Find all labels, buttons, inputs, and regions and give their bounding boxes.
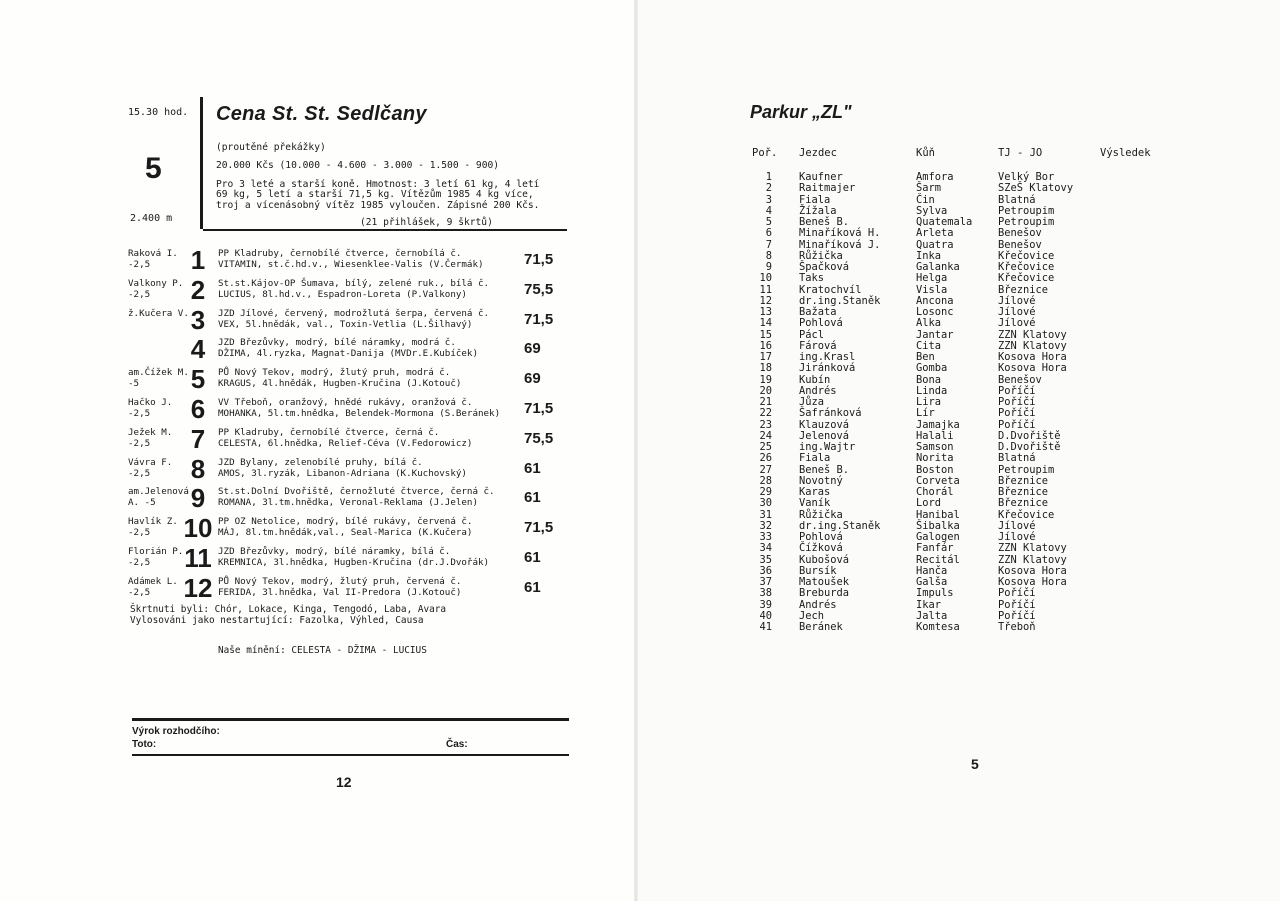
row-club: Jílové: [998, 519, 1036, 532]
col-header-horse: Kůň: [916, 147, 935, 159]
row-horse: Hanibal: [916, 508, 960, 521]
row-horse: Lira: [916, 396, 942, 408]
race-info-line: 69 kg, 5 letí a starší 71,5 kg. Vítězům 1985 4 kg více,: [216, 189, 534, 200]
row-order: 31: [759, 508, 772, 521]
row-club: ZZN Klatovy: [998, 339, 1067, 352]
row-rider: Vaník: [799, 497, 831, 510]
row-horse: Šarm: [916, 182, 942, 195]
row-order: 18: [759, 362, 772, 375]
row-order: 37: [759, 576, 772, 588]
referee-label: Výrok rozhodčího:: [132, 726, 220, 737]
left-page: [0, 0, 636, 901]
row-club: Benešov: [998, 238, 1042, 251]
row-rider: ing.Wajtr: [799, 441, 856, 453]
result-horse: ROMANA, 3l.tm.hnědka, Veronal-Reklama (J.Jelen): [218, 497, 478, 509]
row-rider: Beneš B.: [799, 216, 850, 228]
result-owner-colors: St.st.Kájov-OP Šumava, bílý, zelené ruk., bílá č.: [218, 277, 490, 289]
result-place: 2: [190, 274, 206, 305]
row-rider: Jelenová: [799, 429, 850, 442]
row-horse: Corveta: [916, 474, 960, 487]
result-jockey: Hačko J.: [128, 397, 173, 408]
row-rider: Kubín: [799, 373, 831, 386]
result-weight: 69: [524, 370, 541, 388]
row-order: 7: [765, 238, 772, 251]
row-horse: Ancona: [916, 294, 954, 307]
row-rider: Kratochvíl: [799, 283, 862, 296]
header-divider-horizontal: [203, 229, 567, 231]
result-place: 12: [183, 572, 213, 603]
row-rider: Fárová: [799, 339, 837, 352]
row-rider: Bursík: [799, 564, 837, 577]
row-order: 17: [759, 351, 772, 363]
row-order: 21: [759, 396, 772, 408]
row-club: ZZN Klatovy: [998, 328, 1067, 341]
result-place: 3: [190, 304, 206, 335]
race-info-line: troj a vícenásobný vítěz 1985 vyloučen. Zápisné 200 Kčs.: [216, 200, 540, 211]
row-rider: ing.Krasl: [799, 351, 856, 363]
row-club: Kosova Hora: [998, 362, 1067, 375]
row-rider: Breburda: [799, 587, 850, 600]
row-horse: Bona: [916, 373, 942, 386]
row-horse: Ikar: [916, 598, 942, 611]
row-rider: Čížková: [799, 542, 843, 555]
result-weight: 61: [524, 489, 541, 507]
row-rider: Beránek: [799, 621, 843, 633]
row-order: 29: [759, 486, 772, 498]
row-horse: Impuls: [916, 587, 954, 600]
row-horse: Galogen: [916, 531, 960, 543]
row-rider: Taks: [799, 272, 825, 285]
parkur-title: Parkur „ZL": [750, 102, 852, 122]
row-club: Kosova Hora: [998, 576, 1067, 588]
row-club: Křečovice: [998, 261, 1055, 273]
result-owner-colors: JZD Březůvky, modrý, bílé náramky, modrá č.: [218, 337, 456, 349]
race-time: 15.30 hod.: [128, 107, 189, 118]
row-horse: Recitál: [916, 553, 960, 566]
row-horse: Gomba: [916, 362, 948, 375]
row-order: 13: [759, 306, 772, 318]
row-horse: Čin: [916, 193, 935, 206]
row-club: Poříčí: [998, 384, 1036, 397]
row-order: 11: [759, 283, 772, 296]
race-number: 5: [145, 152, 162, 185]
row-rider: dr.ing.Staněk: [799, 519, 881, 532]
result-weight: 75,5: [524, 429, 554, 447]
result-handicap: -2,5: [128, 437, 151, 449]
result-weight: 71,5: [524, 310, 554, 328]
result-jockey: ž.Kučera V.: [128, 307, 189, 319]
row-horse: Quatemala: [916, 216, 973, 228]
row-rider: Kaufner: [799, 171, 843, 183]
row-order: 41: [759, 621, 772, 633]
row-club: Jílové: [998, 294, 1036, 307]
row-order: 14: [759, 317, 772, 330]
row-order: 35: [759, 553, 772, 566]
row-rider: Andrés: [799, 598, 837, 611]
row-horse: Inka: [916, 249, 942, 262]
row-club: Křečovice: [998, 272, 1055, 285]
col-header-order: Poř.: [752, 147, 778, 159]
result-horse: FERIDA, 3l.hnědka, Val II-Predora (J.Kotouč): [218, 586, 462, 598]
row-horse: Losonc: [916, 306, 954, 318]
row-club: Březnice: [998, 283, 1049, 296]
row-horse: Norita: [916, 452, 954, 465]
row-rider: Fiala: [799, 193, 831, 206]
row-order: 22: [759, 407, 772, 420]
row-rider: Žížala: [799, 204, 837, 217]
race-title: Cena St. St. Sedlčany: [216, 103, 427, 125]
referee-bottom-rule: [132, 754, 569, 756]
result-handicap: -2,5: [128, 408, 151, 419]
result-horse: DŽIMA, 4l.ryzka, Magnat-Danija (MVDr.E.Kubíček): [218, 348, 478, 360]
time-label: Čas:: [446, 739, 468, 750]
row-rider: dr.ing.Staněk: [799, 294, 881, 307]
result-owner-colors: JZD Březůvky, modrý, bílé náramky, bílá č.: [218, 546, 451, 557]
row-order: 15: [759, 328, 772, 341]
result-horse: VITAMIN, st.č.hd.v., Wiesenklee-Valis (V.Čermák): [218, 259, 484, 270]
row-rider: Špačková: [799, 261, 850, 273]
row-club: Březnice: [998, 474, 1049, 487]
result-place: 11: [184, 543, 212, 573]
row-order: 24: [759, 429, 772, 442]
row-order: 3: [765, 193, 772, 206]
result-weight: 71,5: [524, 251, 554, 268]
result-owner-colors: PP Kladruby, černobílé čtverce, černobílá č.: [218, 248, 462, 259]
row-horse: Jantar: [916, 328, 954, 341]
row-horse: Visla: [916, 283, 948, 296]
row-horse: Quatra: [916, 238, 954, 251]
row-order: 2: [765, 182, 772, 195]
row-club: Poříčí: [998, 598, 1036, 611]
row-rider: Novotný: [799, 474, 843, 487]
row-rider: Šafránková: [799, 407, 862, 420]
row-horse: Jalta: [916, 609, 948, 622]
row-club: Petroupim: [998, 463, 1055, 476]
result-place: 4: [190, 334, 206, 365]
result-owner-colors: PP OZ Netolice, modrý, bílé rukávy, červená č.: [218, 516, 473, 528]
row-club: Blatná: [998, 452, 1036, 465]
row-horse: Cita: [916, 339, 942, 352]
row-rider: Fiala: [799, 452, 831, 465]
result-place: 5: [190, 364, 206, 395]
row-horse: Sylva: [916, 204, 948, 217]
page-fold: [634, 0, 638, 901]
row-order: 8: [765, 249, 772, 262]
result-place: 1: [190, 245, 206, 275]
row-order: 20: [759, 384, 772, 397]
row-order: 40: [759, 609, 772, 622]
race-info-line: Pro 3 leté a starší koně. Hmotnost: 3 letí 61 kg, 4 letí: [216, 179, 540, 190]
row-club: Jílové: [998, 317, 1036, 330]
toto-label: Toto:: [132, 739, 157, 750]
row-order: 39: [759, 598, 772, 611]
result-horse: VEX, 5l.hnědák, val., Toxin-Vetlia (L.Šilhavý): [218, 318, 473, 330]
row-rider: Minaříková J.: [799, 238, 881, 251]
row-horse: Alka: [916, 317, 942, 330]
result-jockey: Valkony P.: [128, 277, 184, 289]
result-handicap: -2,5: [128, 557, 151, 568]
row-horse: Chorál: [916, 486, 954, 498]
row-order: 12: [759, 294, 772, 307]
result-owner-colors: JZD Bylany, zelenobílé pruhy, bílá č.: [218, 456, 423, 468]
result-jockey: Vávra F.: [128, 456, 173, 468]
result-horse: MOHANKA, 5l.tm.hnědka, Belendek-Mormona (S.Beránek): [218, 408, 501, 419]
row-order: 9: [765, 261, 772, 273]
result-place: 6: [190, 394, 206, 424]
result-handicap: -2,5: [128, 467, 151, 479]
row-horse: Boston: [916, 463, 954, 476]
row-horse: Lír: [916, 407, 935, 420]
row-order: 19: [759, 373, 772, 386]
row-club: Jílové: [998, 531, 1036, 543]
row-order: 10: [759, 272, 772, 285]
row-rider: Bažata: [799, 306, 837, 318]
result-handicap: -2,5: [128, 527, 151, 539]
result-horse: KREMNICA, 3l.hnědka, Hugben-Kručina (dr.J.Dvořák): [218, 557, 490, 568]
row-club: Poříčí: [998, 587, 1036, 600]
result-owner-colors: PP Kladruby, černobílé čtverce, černá č.: [218, 426, 440, 438]
result-handicap: -2,5: [128, 288, 151, 300]
result-jockey: am.Jelenová: [128, 486, 189, 498]
right-page-number: 5: [971, 756, 979, 772]
row-horse: Lord: [916, 497, 942, 510]
row-club: Křečovice: [998, 249, 1055, 262]
row-horse: Hanča: [916, 564, 948, 577]
result-handicap: -2,5: [128, 586, 151, 598]
row-order: 26: [759, 452, 772, 465]
row-rider: Pácl: [799, 328, 825, 341]
race-info-line: 20.000 Kčs (10.000 - 4.600 - 3.000 - 1.500 - 900): [216, 160, 500, 171]
result-weight: 75,5: [524, 280, 554, 298]
row-order: 4: [765, 204, 772, 217]
result-weight: 61: [524, 549, 541, 566]
row-rider: Klauzová: [799, 418, 850, 431]
row-order: 28: [759, 474, 772, 487]
row-horse: Fanfár: [916, 542, 954, 555]
our-opinion: Naše mínění: CELESTA - DŽIMA - LUCIUS: [218, 645, 427, 656]
row-horse: Samson: [916, 441, 954, 453]
row-horse: Linda: [916, 384, 948, 397]
row-club: Velký Bor: [998, 171, 1055, 183]
row-club: Březnice: [998, 497, 1049, 510]
result-weight: 71,5: [524, 519, 554, 537]
result-jockey: am.Čížek M.: [128, 367, 189, 379]
col-header-club: TJ - JO: [998, 147, 1043, 159]
row-rider: Růžička: [799, 249, 843, 262]
row-order: 34: [759, 542, 772, 555]
result-place: 7: [190, 423, 206, 454]
result-owner-colors: JZD Jílové, červený, modrožlutá šerpa, červená č.: [218, 307, 490, 319]
result-weight: 61: [524, 459, 541, 477]
scratched-list: Škrtnuti byli: Chór, Lokace, Kinga, Tengodó, Laba, Avara: [130, 604, 447, 615]
row-club: Třeboň: [998, 621, 1036, 633]
row-club: SZeŠ Klatovy: [998, 182, 1074, 195]
row-club: Kosova Hora: [998, 564, 1067, 577]
result-place: 9: [190, 483, 206, 514]
row-club: Kosova Hora: [998, 351, 1067, 363]
row-order: 16: [759, 339, 772, 352]
result-weight: 61: [524, 578, 541, 596]
result-owner-colors: St.st.Dolní Dvořiště, černožluté čtverce, černá č.: [218, 486, 495, 498]
result-horse: KRAGUS, 4l.hnědák, Hugben-Kručina (J.Kotouč): [218, 378, 462, 390]
row-rider: Karas: [799, 486, 831, 498]
result-owner-colors: PŮ Nový Tekov, modrý, žlutý pruh, modrá č.: [218, 367, 451, 379]
result-owner-colors: VV Třeboň, oranžový, hnědé rukávy, oranžová č.: [218, 397, 473, 408]
race-distance: 2.400 m: [130, 213, 173, 224]
row-rider: Matoušek: [799, 576, 850, 588]
row-horse: Halali: [916, 429, 954, 442]
row-order: 33: [759, 531, 772, 543]
row-horse: Jamajka: [916, 418, 960, 431]
row-club: Poříčí: [998, 396, 1036, 408]
row-rider: Minaříková H.: [799, 227, 881, 240]
result-horse: AMOS, 3l.ryzák, Libanon-Adriana (K.Kuchovský): [218, 467, 467, 479]
col-header-rider: Jezdec: [799, 147, 837, 159]
row-order: 25: [759, 441, 772, 453]
result-weight: 71,5: [524, 400, 554, 417]
result-handicap: -2,5: [128, 259, 151, 270]
row-club: Březnice: [998, 486, 1049, 498]
result-jockey: Florián P.: [128, 546, 184, 557]
row-horse: Galša: [916, 576, 948, 588]
row-rider: Jůza: [799, 396, 825, 408]
row-club: Blatná: [998, 193, 1036, 206]
row-horse: Galanka: [916, 261, 960, 273]
row-club: Poříčí: [998, 609, 1036, 622]
result-jockey: Adámek L.: [128, 575, 178, 587]
row-rider: Jiránková: [799, 362, 856, 375]
row-club: Petroupim: [998, 216, 1055, 228]
row-rider: Jech: [799, 609, 825, 622]
result-weight: 69: [524, 340, 541, 358]
row-club: Poříčí: [998, 418, 1036, 431]
col-header-result: Výsledek: [1100, 147, 1151, 159]
row-order: 32: [759, 519, 772, 532]
row-order: 30: [759, 497, 772, 510]
result-horse: MÁJ, 8l.tm.hnědák,val., Seal-Marica (K.Kučera): [218, 527, 473, 539]
row-rider: Andrés: [799, 384, 837, 397]
non-starters-list: Vylosováni jako nestartující: Fazolka, Výhled, Causa: [130, 615, 424, 626]
race-entries-count: (21 přihlášek, 9 škrtů): [360, 217, 493, 228]
result-jockey: Ježek M.: [128, 426, 173, 438]
row-horse: Ben: [916, 351, 935, 363]
result-owner-colors: PŮ Nový Tekov, modrý, žlutý pruh, červená č.: [218, 575, 462, 587]
row-club: Benešov: [998, 227, 1042, 240]
result-horse: CELESTA, 6l.hnědka, Relief-Céva (V.Fedorowicz): [218, 437, 473, 449]
referee-top-rule: [132, 718, 569, 721]
row-order: 1: [765, 171, 772, 183]
result-place: 10: [183, 513, 213, 544]
result-handicap: -5: [128, 378, 140, 390]
header-divider-vertical: [200, 97, 203, 229]
row-club: ZZN Klatovy: [998, 553, 1067, 566]
result-jockey: Raková I.: [128, 248, 178, 259]
row-rider: Kubošová: [799, 553, 850, 566]
row-horse: Komtesa: [916, 621, 960, 633]
result-place: 8: [190, 453, 206, 484]
row-rider: Raitmajer: [799, 182, 856, 195]
row-club: Benešov: [998, 373, 1042, 386]
row-club: ZZN Klatovy: [998, 542, 1067, 555]
row-horse: Amfora: [916, 171, 954, 183]
row-horse: Šibalka: [916, 519, 960, 532]
row-order: 36: [759, 564, 772, 577]
result-horse: LUCIUS, 8l.hd.v., Espadron-Loreta (P.Valkony): [218, 288, 467, 300]
row-club: Petroupim: [998, 204, 1055, 217]
row-horse: Arleta: [916, 227, 954, 240]
row-club: Poříčí: [998, 407, 1036, 420]
row-order: 6: [765, 227, 772, 240]
row-rider: Pohlová: [799, 531, 843, 543]
result-jockey: Havlík Z.: [128, 516, 178, 528]
row-order: 5: [765, 216, 772, 228]
row-rider: Růžička: [799, 508, 843, 521]
race-info-line: (proutěné překážky): [216, 142, 326, 153]
row-rider: Beneš B.: [799, 463, 850, 476]
row-club: Jílové: [998, 306, 1036, 318]
row-club: Křečovice: [998, 508, 1055, 521]
left-page-number: 12: [336, 774, 352, 790]
row-order: 23: [759, 418, 772, 431]
result-handicap: A. -5: [128, 497, 156, 509]
row-club: D.Dvořiště: [998, 441, 1061, 453]
row-rider: Pohlová: [799, 317, 843, 330]
row-horse: Helga: [916, 272, 948, 285]
row-club: D.Dvořiště: [998, 429, 1061, 442]
row-order: 38: [759, 587, 772, 600]
row-order: 27: [759, 463, 772, 476]
